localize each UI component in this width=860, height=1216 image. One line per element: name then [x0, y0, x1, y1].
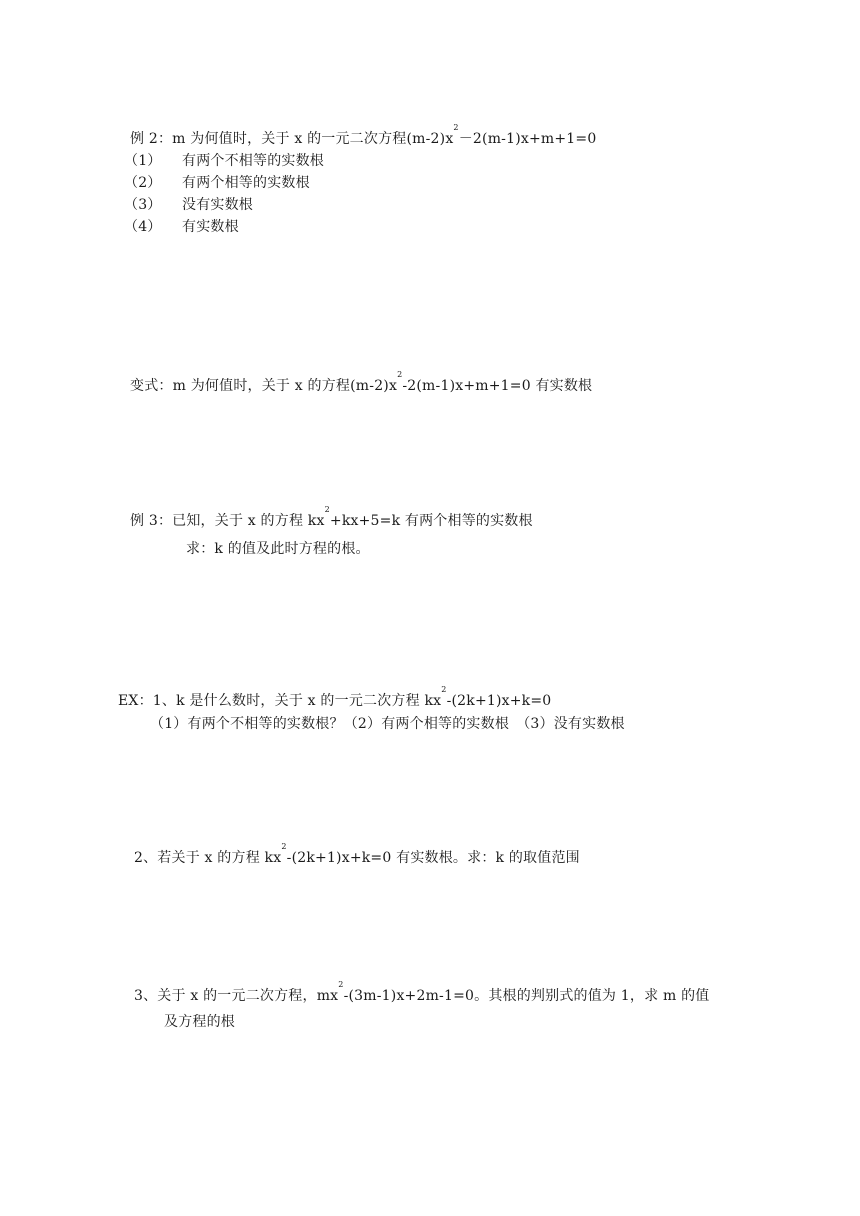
exercise-3-question: [134, 980, 710, 1005]
example-2-question-post: －2(m-1)x+m+1=0: [458, 131, 597, 147]
exercise-3-continuation: 及方程的根: [164, 1014, 235, 1030]
exponent: 2: [324, 505, 330, 514]
example-2-item-3: [124, 196, 253, 214]
item-text: 没有实数根: [182, 197, 253, 213]
example-3-question-post: +kx+5=k 有两个相等的实数根: [329, 513, 533, 529]
item-number: （1）: [124, 153, 162, 169]
example-3-question: [130, 505, 533, 530]
example-3-question-pre: 例 3：已知，关于 x 的方程 kx: [130, 513, 325, 529]
item-text: 有两个不相等的实数根: [182, 153, 324, 169]
exercise-1-parts: （1）有两个不相等的实数根？（2）有两个相等的实数根 （3）没有实数根: [150, 716, 625, 732]
exercise-3-question-post: -(3m-1)x+2m-1=0。其根的判别式的值为 1，求 m 的值: [343, 988, 710, 1004]
item-number: （4）: [124, 219, 162, 235]
exercise-2-question-post: -(2k+1)x+k=0 有实数根。求：k 的取值范围: [286, 850, 580, 866]
exercise-1-question-pre: EX：1、k 是什么数时，关于 x 的一元二次方程 kx: [118, 693, 442, 709]
exponent: 2: [281, 842, 287, 851]
item-text: 有实数根: [182, 219, 239, 235]
exponent: 2: [453, 123, 459, 132]
exercise-3-question-pre: 3、关于 x 的一元二次方程，mx: [134, 988, 339, 1004]
variant-question-pre: 变式：m 为何值时，关于 x 的方程(m-2)x: [130, 378, 398, 394]
item-number: （2）: [124, 175, 162, 191]
example-2-question: [130, 123, 597, 148]
exponent: 2: [441, 685, 447, 694]
variant-question-post: -2(m-1)x+m+1=0 有实数根: [402, 378, 593, 394]
exercise-1-question: [118, 685, 552, 710]
variant-question: [130, 370, 593, 395]
exercise-1-question-post: -(2k+1)x+k=0: [446, 693, 552, 709]
exercise-2-question: [134, 842, 580, 867]
item-text: 有两个相等的实数根: [182, 175, 310, 191]
example-2-question-pre: 例 2：m 为何值时，关于 x 的一元二次方程(m-2)x: [130, 131, 454, 147]
example-3-prompt: 求：k 的值及此时方程的根。: [186, 541, 370, 557]
exponent: 2: [397, 370, 403, 379]
item-number: （3）: [124, 197, 162, 213]
example-2-item-4: [124, 218, 239, 236]
example-2-item-2: [124, 174, 310, 192]
example-2-item-1: [124, 152, 324, 170]
exercise-2-question-pre: 2、若关于 x 的方程 kx: [134, 850, 282, 866]
exponent: 2: [338, 980, 344, 989]
